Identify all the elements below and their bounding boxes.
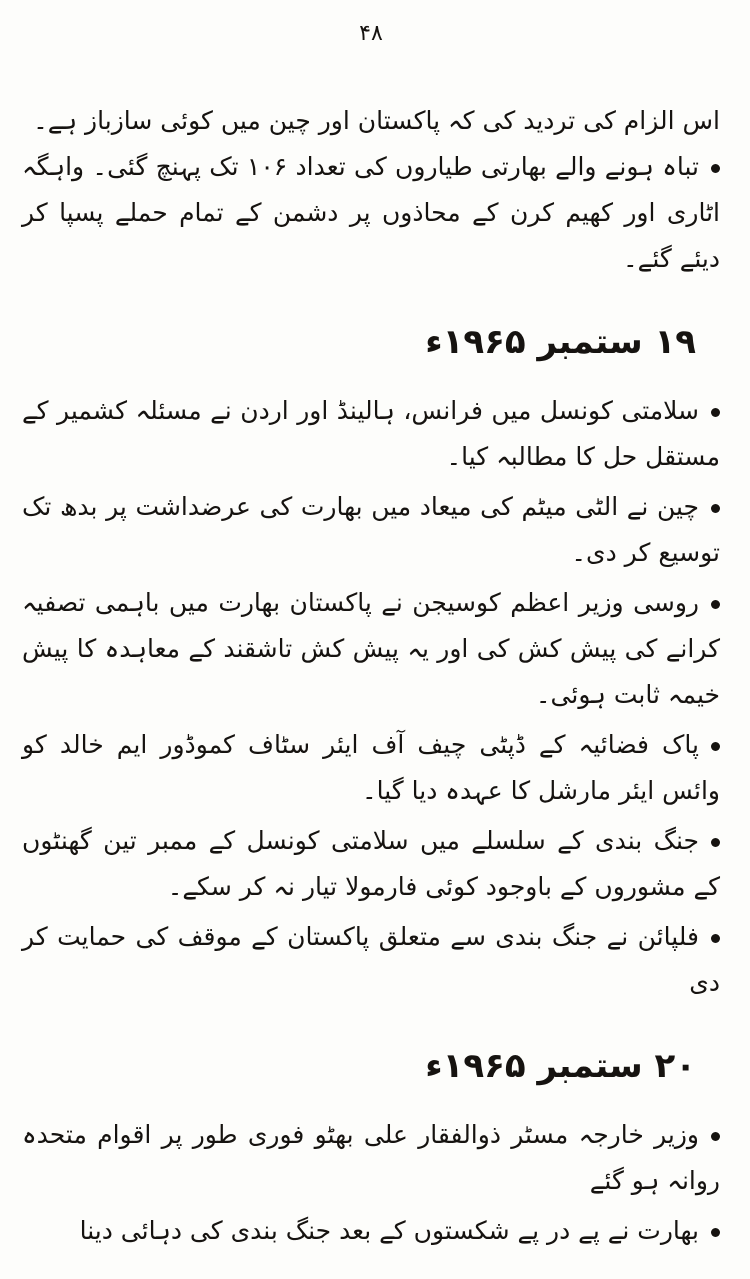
bullet-icon — [711, 408, 720, 417]
page-number: ۴۸ — [359, 21, 383, 46]
bullet-icon — [711, 1132, 720, 1141]
list-item-text: بھارت نے پے در پے شکستوں کے بعد جنگ بندی کی دہائی دینا — [79, 1216, 699, 1245]
bullet-icon — [711, 742, 720, 751]
list-item-text: جنگ بندی کے سلسلے میں سلامتی کونسل کے ممبر تین گھنٹوں کے مشوروں کے باوجود کوئی فارمولا تیار نہ کر سکے۔ — [22, 826, 720, 901]
list-item-text: روسی وزیر اعظم کوسیجن نے پاکستان بھارت میں باہمی تصفیہ کرانے کی پیش کش کی اور یہ پیش کش تاشقند کے معاہدہ کا پیش خیمہ ثابت ہوئی۔ — [22, 588, 720, 709]
list-item — [22, 722, 720, 814]
bullet-icon — [711, 838, 720, 847]
section-19-september — [22, 316, 720, 1006]
list-item — [22, 144, 720, 282]
bullet-icon — [711, 600, 720, 609]
list-item — [22, 484, 720, 576]
list-item — [22, 388, 720, 480]
bullet-icon — [711, 1228, 720, 1237]
list-item-text: چین نے الٹی میٹم کی میعاد میں بھارت کی عرضداشت پر بدھ تک توسیع کر دی۔ — [22, 492, 720, 567]
list-item — [22, 1208, 720, 1254]
continuation-paragraph: اس الزام کی تردید کی کہ پاکستان اور چین میں کوئی سازباز ہے۔ — [33, 106, 720, 135]
bullet-icon — [711, 164, 720, 173]
list-item-text: فلپائن نے جنگ بندی سے متعلق پاکستان کے موقف کی حمایت کر دی — [22, 922, 720, 997]
list-item — [22, 914, 720, 1006]
list-item-text: پاک فضائیہ کے ڈپٹی چیف آف ایئر سٹاف کموڈور ایم خالد کو وائس ایئر مارشل کا عہدہ دیا گیا۔ — [22, 730, 720, 805]
bullet-icon — [711, 934, 720, 943]
bullet-icon — [711, 504, 720, 513]
intro-block — [22, 98, 720, 282]
list-item-text: وزیر خارجہ مسٹر ذوالفقار علی بھٹو فوری طور پر اقوام متحدہ روانہ ہو گئے — [22, 1120, 720, 1195]
list-item-text: سلامتی کونسل میں فرانس، ہالینڈ اور اردن نے مسئلہ کشمیر کے مستقل حل کا مطالبہ کیا۔ — [22, 396, 720, 471]
date-heading: ۱۹ ستمبر ۱۹۶۵ء — [425, 322, 696, 362]
list-item — [22, 1112, 720, 1204]
section-20-september — [22, 1040, 720, 1254]
date-heading: ۲۰ ستمبر ۱۹۶۵ء — [425, 1046, 696, 1086]
list-item — [22, 580, 720, 718]
list-item — [22, 818, 720, 910]
list-item-text: تباہ ہونے والے بھارتی طیاروں کی تعداد ۱۰۶ تک پہنچ گئی۔ واہگہ اٹاری اور کھیم کرن کے محاذوں پر دشمن کے تمام حملے پسپا کر دیئے گئے۔ — [22, 152, 720, 273]
